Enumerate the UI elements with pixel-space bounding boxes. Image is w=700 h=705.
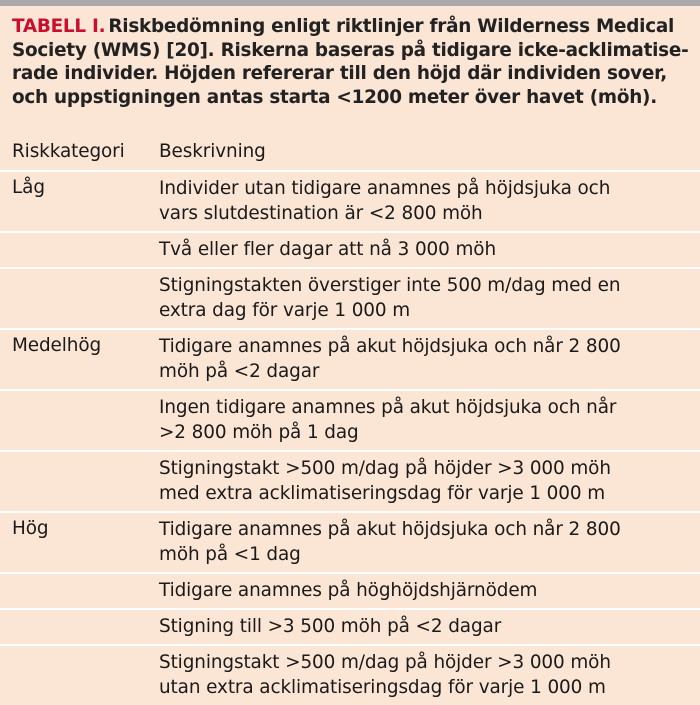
table-row <box>0 389 700 450</box>
table-row <box>0 608 700 644</box>
description-cell <box>159 273 700 323</box>
table-row <box>0 511 700 572</box>
description-cell <box>159 334 700 384</box>
description-line: möh på <1 dag <box>159 544 301 565</box>
caption-line-4: och uppstigningen antas starta <1200 meter över havet (möh). <box>12 86 657 108</box>
table-header-row <box>0 131 700 170</box>
caption-line-3: rade individer. Höjden refererar till den höjd där individen sover, <box>12 63 667 85</box>
description-line: Två eller fler dagar att nå 3 000 möh <box>159 239 497 260</box>
description-line: Ingen tidigare anamnes på akut höjdsjuka och når <box>159 397 617 418</box>
table-caption <box>12 15 692 109</box>
table-body <box>0 170 700 705</box>
top-rule <box>0 0 700 6</box>
description-line: utan extra acklimatiseringsdag för varje 1 000 m <box>159 677 606 698</box>
description-line: Tidigare anamnes på akut höjdsjuka och når 2 800 <box>159 336 621 357</box>
description-line: vars slutdestination är <2 800 möh <box>159 203 483 224</box>
risk-category-cell: Låg <box>12 177 45 198</box>
table-row <box>0 231 700 267</box>
caption-line-1: TABELL I. Riskbedömning enligt riktlinjer från Wilderness Medical <box>12 16 675 37</box>
description-cell <box>159 395 700 445</box>
description-line: >2 800 möh på 1 dag <box>159 422 359 443</box>
table-row <box>0 644 700 705</box>
description-line: Individer utan tidigare anamnes på höjdsjuka och <box>159 178 611 199</box>
description-line: Stigningstakt >500 m/dag på höjder >3 000 möh <box>159 458 611 479</box>
description-line: med extra acklimatiseringsdag för varje 1 000 m <box>159 483 606 504</box>
table-row <box>0 328 700 389</box>
risk-table <box>0 131 700 705</box>
description-line: möh på <2 dagar <box>159 361 320 382</box>
description-cell <box>159 578 700 603</box>
table-label: TABELL I. <box>12 16 106 37</box>
caption-line-2: Society (WMS) [20]. Riskerna baseras på tidigare icke-acklimatise- <box>12 39 689 61</box>
table-row <box>0 170 700 231</box>
risk-category-cell: Medelhög <box>12 335 102 356</box>
description-line: Tidigare anamnes på höghöjdshjärnödem <box>159 580 538 601</box>
header-beskrivning: Beskrivning <box>159 141 266 162</box>
description-cell <box>159 614 700 639</box>
table-row <box>0 572 700 608</box>
description-cell <box>159 456 700 506</box>
description-cell <box>159 237 700 262</box>
risk-category-cell: Hög <box>12 518 49 539</box>
header-riskkategori: Riskkategori <box>12 141 125 162</box>
description-cell <box>159 176 700 226</box>
description-line: Stigningstakt >500 m/dag på höjder >3 000 möh <box>159 652 611 673</box>
description-cell <box>159 517 700 567</box>
description-line: extra dag för varje 1 000 m <box>159 300 411 321</box>
table-row <box>0 267 700 328</box>
table-row <box>0 450 700 511</box>
description-cell <box>159 650 700 700</box>
description-line: Stigningstakten överstiger inte 500 m/dag med en <box>159 275 621 296</box>
description-line: Tidigare anamnes på akut höjdsjuka och når 2 800 <box>159 519 621 540</box>
description-line: Stigning till >3 500 möh på <2 dagar <box>159 616 502 637</box>
